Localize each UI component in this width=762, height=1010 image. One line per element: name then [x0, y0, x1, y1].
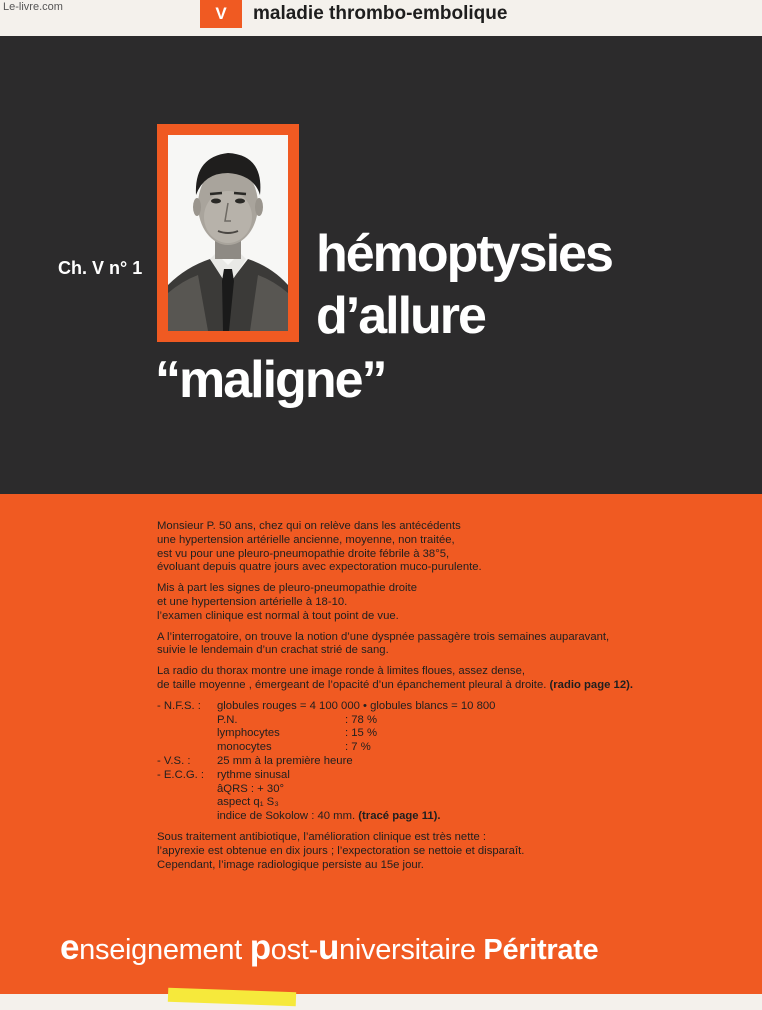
lab-row-monocytes: monocytes : 7 % [217, 741, 371, 754]
lab-results [157, 700, 747, 824]
exam-paragraph: Mis à part les signes de pleuro-pneumopathie droite et une hypertension artérielle à 18-10. l’examen clinique est normal à tout point de vue. [157, 582, 417, 622]
title-line-1: hémoptysies [316, 225, 612, 283]
radio-page-ref: (radio page 12). [549, 678, 634, 691]
chapter-tab: V [200, 0, 242, 28]
lab-row-lymphocytes: lymphocytes : 15 % [217, 727, 378, 740]
lab-row-ecg-aspect: aspect q₁ S₃ [217, 796, 279, 809]
case-description [157, 520, 747, 879]
lab-row-ecg-sokolow: indice de Sokolow : 40 mm. (tracé page 11). [217, 810, 441, 823]
portrait-frame [157, 124, 299, 342]
footer-brand-line: enseignement post-universitaire Péritrate [60, 928, 599, 967]
lab-row-pn: P.N. : 78 % [217, 713, 378, 726]
history-paragraph: A l’interrogatoire, on trouve la notion d’une dyspnée passagère trois semaines auparavant, suivie le lendemain d’un crachat strié de sang. [157, 630, 610, 657]
ecg-page-ref: (tracé page 11). [358, 810, 441, 823]
watermark-text: Le-livre.com [3, 1, 63, 13]
header-bar [0, 0, 762, 28]
outcome-paragraph: Sous traitement antibiotique, l’amélioration clinique est très nette : l’apyrexie est obtenue en dix jours ; l’expectoration se nettoie et disparaît. Cependant, l’image radiologique persiste au 15e jour. [157, 830, 525, 871]
title-line-2: d’allure [316, 287, 485, 345]
title-line-3: “maligne” [155, 351, 386, 409]
intro-paragraph: Monsieur P. 50 ans, chez qui on relève dans les antécédents une hypertension artérielle ancienne, moyenne, non traitée, est vu pour une pleuro-pneumopathie droite fébrile à 38°5, évoluant depuis quatre jours avec expectoration muco-purulente. [157, 520, 482, 574]
portrait-photo [168, 135, 288, 331]
lab-row-nfs: - N.F.S. : globules rouges = 4 100 000 • globules blancs = 10 800 [157, 699, 496, 712]
lab-row-ecg: - E.C.G. : rythme sinusal [157, 768, 290, 781]
chapter-reference: Ch. V n° 1 [58, 258, 143, 278]
series-title: maladie thrombo-embolique [253, 3, 508, 24]
lab-row-vs: - V.S. : 25 mm à la première heure [157, 754, 353, 767]
portrait-illustration [168, 135, 288, 331]
radio-paragraph: La radio du thorax montre une image ronde à limites floues, assez dense, de taille moyenne , émergeant de l’opacité d’un épanchement pleural à droite. (radio page 12). [157, 665, 634, 691]
brand-name: Péritrate [483, 934, 599, 966]
lab-row-ecg-axis: âQRS : + 30° [217, 782, 284, 795]
